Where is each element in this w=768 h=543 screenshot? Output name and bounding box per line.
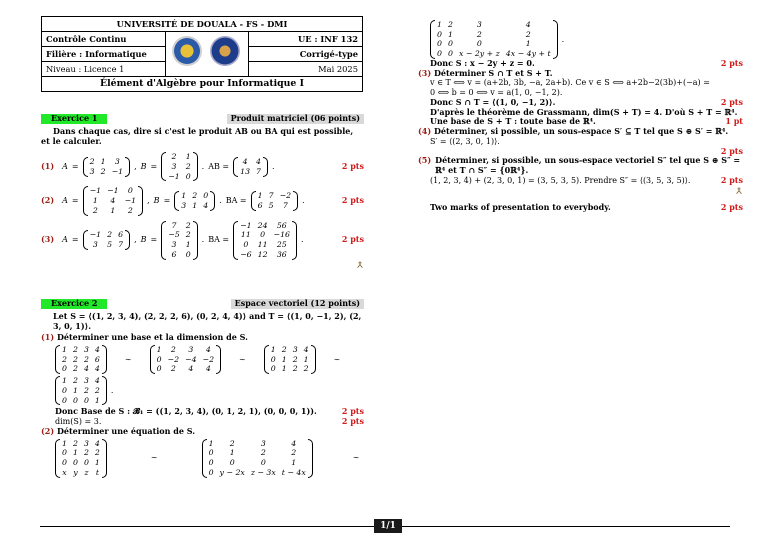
matrix-cell: 1 (229, 448, 235, 458)
matrix-cell: 1 (110, 205, 116, 215)
matrix-cell: 3 (89, 166, 95, 176)
matrix-cell: 1 (94, 458, 100, 468)
equation-answer: Donc S : x − 2y + z = 0. (430, 57, 535, 68)
matrix-cell: 2 (281, 345, 287, 354)
item-points: 2 pts (341, 195, 364, 206)
matrix-cell: 0 (185, 171, 191, 181)
matrix-cell: −1 (89, 230, 102, 240)
matrix-cell: 1 (447, 29, 453, 39)
page-number: 1/1 (374, 519, 402, 533)
matrix-cell: 1 (437, 20, 442, 29)
matrix-cell: 4 (94, 438, 100, 448)
matrix-cell: −2 (202, 354, 215, 364)
matrix-a (83, 186, 144, 215)
matrix-cell: 1 (291, 458, 297, 468)
matrix-cell: 2 (476, 29, 482, 39)
header-block (41, 16, 363, 92)
matrix-cell: 1 (62, 376, 67, 386)
matrix-cell: 1 (208, 438, 214, 448)
matrix-cell: 3 (476, 20, 482, 29)
matrix-cell: z − 3x (250, 467, 276, 477)
matrix-cell: 4 (525, 20, 531, 29)
matrix-cell: 0 (185, 249, 191, 259)
matrix-cell: 1 (270, 345, 276, 354)
product-label: BA = (225, 196, 247, 206)
matrix-cell: 1 (185, 152, 191, 162)
matrix-cell: 2 (192, 191, 198, 201)
matrix-cell: y (73, 467, 78, 477)
matrix-cell: 3 (83, 345, 89, 354)
row-reduction-1: 1 2 3 4 2 2 2 6 0 2 4 4 ∼ 1 2 3 4 0 −2 −4 −2 0 2 4 4 ∼ 1 2 3 4 0 1 2 1 0 1 2 2 ∼ (55, 345, 364, 374)
matrix-cell: 2 (72, 438, 78, 448)
exercise-2: Exercice 2 Espace vectoriel (12 points) Let S = ⟨(1, 2, 3, 4), (2, 2, 2, 6), (0, 2, 4, 4)⟩ and T = ⟨(1, 0, −1, 2), (2, 3, 0, 1)⟩. (1) Déterminer une base et la dimension de S. 1 2 3 4 2 2 2 6 0 2 4 4 ∼ 1 2 3 4 0 −2 −4 −2 0 2 4 4 ∼ 1 2 3 4 0 1 2 1 0 1 2 2 ∼ 1 2 3 4 0 1 2 2 0 0 0 1 . Donc Base de S : 𝓑₁ = ((1, 2, 3, 4), (0, 1, 2, 1), (0, 0, 0, 1)). 2 pts dim(S) = 3. 2 pts (2) Déterminer une équation de S. 1 2 3 4 0 1 2 2 0 0 0 1 x y z t ∼ 1 2 3 4 0 1 2 2 0 0 0 1 0 y − 2x z − 3x t − 4x ∼ (41, 298, 364, 477)
matrix-cell: 4 (205, 364, 211, 374)
logos-cell (166, 32, 249, 77)
matrix-cell: 4 (256, 157, 262, 167)
matrix-cell: 1 (281, 354, 287, 364)
exercise-2-intro: Let S = ⟨(1, 2, 3, 4), (2, 2, 2, 6), (0, 2, 4, 4)⟩ and T = ⟨(1, 0, −1, 2), (2, 3, 0, 1)⟩. (53, 310, 362, 331)
document-title: Élément d'Algèbre pour Informatique I (42, 77, 363, 92)
matrix-m6 (202, 439, 313, 478)
matrix-cell: 1 (525, 39, 531, 49)
matrix-cell: 11 (257, 240, 268, 250)
matrix-cell: 5 (268, 201, 274, 211)
exercise-1-items (41, 152, 364, 271)
matrix-cell: −2 (167, 354, 180, 364)
matrix-cell: 0 (437, 49, 442, 59)
row-reduction-2: 1 2 3 4 0 1 2 2 0 0 0 1 . (55, 376, 364, 405)
matrix-cell: 7 (118, 240, 124, 250)
item-number: (2) (41, 195, 55, 206)
matrix-cell: 0 (83, 395, 89, 405)
q3-line1: v ∈ T ⟺ v = (a+2b, 3b, −a, 2a+b). Ce v ∈ S ⟺ a+2b−2(3b)+(−a) = (430, 78, 710, 88)
matrix-cell: −1 (107, 186, 119, 196)
exercise-1-item: (2) A = −1 −1 0 1 4 −1 2 1 2 , B = 1 2 0 3 1 4 . BA = 1 7 −2 6 5 7 . 2 pts (41, 186, 364, 215)
matrix-cell: 0 (208, 467, 214, 477)
matrix-cell: 6 (94, 354, 100, 364)
matrix-cell: −1 (124, 196, 137, 206)
matrix-cell: 6 (171, 249, 177, 259)
matrix-cell: 0 (270, 354, 276, 364)
matrix-a (83, 230, 130, 249)
matrix-b (174, 191, 215, 210)
matrix-cell: 2 (170, 345, 176, 354)
matrix-cell: 2 (94, 385, 100, 395)
matrix-cell: 0 (260, 458, 266, 468)
matrix-cell: 2 (292, 364, 298, 374)
item-points: 2 pts (341, 160, 364, 171)
matrix-cell: 0 (447, 49, 453, 59)
equation-reduction-cont: 1 2 3 4 0 1 2 2 0 0 0 1 0 0 x − 2y + z 4x − 4y + t . (430, 20, 743, 59)
q3-line5: Une base de S + T : toute base de ℝ⁴. (430, 116, 596, 127)
matrix-cell: 2 (72, 345, 78, 354)
matrix-cell: 0 (203, 191, 209, 201)
matrix-cell: 0 (62, 364, 67, 374)
matrix-cell: 11 (240, 230, 251, 240)
q3-points-2: 1 pt (725, 116, 743, 127)
matrix-m3 (264, 345, 316, 374)
exercise-2-header (41, 299, 364, 309)
matrix-cell: y − 2x (219, 467, 245, 477)
matrix-cell: 4 (242, 157, 248, 167)
filiere: Filière : Informatique (42, 47, 166, 62)
matrix-a (83, 157, 130, 176)
matrix-cell: 0 (83, 458, 89, 468)
matrix-cell: 1 (185, 240, 191, 250)
matrix-cell: 5 (107, 240, 113, 250)
matrix-b (161, 221, 197, 260)
matrix-cell: 1 (94, 395, 100, 405)
matrix-cell: 1 (303, 354, 309, 364)
matrix-cell: 3 (92, 240, 98, 250)
matrix-cell: x (62, 467, 67, 477)
matrix-cell: 1 (92, 196, 98, 206)
matrix-cell: −16 (273, 230, 291, 240)
presentation-note: Two marks of presentation to everybody. (430, 202, 611, 213)
matrix-cell: 2 (127, 205, 133, 215)
matrix-cell: 0 (156, 354, 162, 364)
exercise-1-item: (1) A = 2 1 3 3 2 −1 , B = 2 1 3 2 −1 0 . AB = 4 4 13 7 . 2 pts (41, 152, 364, 181)
matrix-cell: 2 (525, 29, 531, 39)
question-4: Déterminer, si possible, un sous-espace S′ ⊆ T tel que S ⊕ S′ = ℝ⁴. (433, 126, 729, 137)
matrix-cell: 2 (447, 20, 453, 29)
matrix-cell: 0 (208, 448, 214, 458)
matrix-cell: 4 (203, 201, 209, 211)
item-number: (3) (41, 234, 55, 245)
item-points: 2 pts (341, 234, 364, 245)
matrix-cell: 0 (260, 230, 266, 240)
matrix-cell: 6 (257, 201, 263, 211)
exercise-1 (41, 104, 364, 271)
matrix-cell: 4 (303, 345, 309, 354)
matrix-cell: 3 (171, 161, 177, 171)
matrix-cell: 4 (110, 196, 116, 206)
matrix-cell: 3 (83, 376, 89, 386)
matrix-cell: 4 (205, 345, 211, 354)
equation-reduction: 1 2 3 4 0 1 2 2 0 0 0 1 x y z t ∼ 1 2 3 4 0 1 2 2 0 0 0 1 0 y − 2x z − 3x t − 4x ∼ (55, 439, 364, 478)
matrix-cell: 25 (276, 240, 287, 250)
dim-points: 2 pts (341, 416, 364, 427)
exercise-1-title: Produit matriciel (06 points) (227, 114, 364, 124)
matrix-cell: 2 (72, 354, 78, 364)
matrix-cell: 1 (281, 364, 287, 374)
matrix-cell: 4 (188, 364, 194, 374)
matrix-cell: 3 (181, 201, 187, 211)
matrix-cell: 2 (92, 205, 98, 215)
matrix-cell: 3 (292, 345, 298, 354)
q4-points: 2 pts (720, 145, 743, 156)
exercise-1-label: Exercice 1 (41, 114, 107, 124)
matrix-cell: 1 (156, 345, 162, 354)
header-table (41, 16, 363, 92)
exercise-1-intro: Dans chaque cas, dire si c'est le produit AB ou BA qui est possible, et le calculer. (41, 125, 354, 146)
matrix-cell: 2 (83, 354, 89, 364)
matrix-m1 (55, 345, 107, 374)
exam-type: Contrôle Continu (42, 32, 166, 47)
matrix-cell: 2 (83, 385, 89, 395)
matrix-cell: 4 (83, 364, 89, 374)
matrix-product (233, 157, 268, 176)
matrix-cell: 2 (171, 152, 177, 162)
matrix-m5 (55, 439, 107, 478)
q3-line3: Donc S ∩ T = ⟨(1, 0, −1, 2)⟩. (430, 96, 556, 107)
matrix-cell: 2 (94, 448, 100, 458)
matrix-cell: 2 (260, 448, 266, 458)
exercise-2-label: Exercice 2 (41, 299, 107, 309)
item-number: (1) (41, 160, 55, 171)
matrix-cell: 0 (243, 240, 249, 250)
matrix-cell: 3 (188, 345, 194, 354)
pen-icon-wrap (418, 186, 743, 198)
level: Niveau : Licence 1 (42, 62, 166, 77)
matrix-m4 (55, 376, 107, 405)
matrix-cell: 3 (114, 157, 120, 167)
matrix-b (161, 152, 197, 181)
matrix-cell: −5 (168, 230, 180, 240)
matrix-cell: −6 (240, 249, 252, 259)
matrix-cell: 1 (100, 157, 106, 167)
matrix-cell: t − 4x (281, 467, 306, 477)
matrix-cell: 56 (276, 220, 287, 230)
exercise-1-header (41, 114, 364, 124)
matrix-cell: −1 (89, 186, 102, 196)
matrix-cell: 4 (291, 438, 297, 448)
matrix-cell: 1 (257, 191, 263, 201)
matrix-cell: −4 (185, 354, 197, 364)
question-2: Déterminer une équation de S. (56, 425, 195, 436)
matrix-cell: 2 (229, 438, 235, 448)
matrix-cell: 0 (476, 39, 482, 49)
q5-points: 2 pts (720, 174, 743, 185)
matrix-cell: 7 (268, 191, 274, 201)
matrix-cell: 0 (447, 39, 453, 49)
matrix-cell: 0 (72, 458, 78, 468)
matrix-product (251, 191, 298, 210)
exam-date: Mai 2025 (249, 62, 363, 77)
matrix-cell: x − 2y + z (458, 49, 500, 59)
product-label: BA = (208, 235, 230, 245)
matrix-cell: 0 (72, 395, 78, 405)
matrix-cell: 1 (72, 448, 78, 458)
matrix-cell: −1 (168, 171, 180, 181)
matrix-cell: 1 (62, 345, 67, 354)
matrix-cell: 0 (62, 385, 67, 395)
pen-icon (356, 260, 364, 269)
matrix-cell: 0 (62, 448, 67, 458)
matrix-cell: 1 (72, 385, 78, 395)
matrix-cell: 2 (185, 161, 191, 171)
matrix-cell: 2 (72, 364, 78, 374)
q3-line4: D'après le théorème de Grassmann, dim(S + T) = 4. D'où S + T = ℝ⁴. (430, 106, 738, 117)
question-1: Déterminer une base et la dimension de S. (56, 332, 248, 343)
matrix-cell: 0 (208, 458, 214, 468)
matrix-cell: 2 (291, 448, 297, 458)
pen-icon (735, 186, 743, 195)
right-column: 1 2 3 4 0 1 2 2 0 0 0 1 0 0 x − 2y + z 4x − 4y + t . Donc S : x − 2y + z = 0. 2 pts (3) Déterminer S ∩ T et S + T. v ∈ T ⟺ v = (a+2b, 3b, −a, 2a+b). Ce v ∈ S ⟺ a+2b−2(3b)+(−a) = 0 ⟺ b = 0 ⟺ v = a(1, 0, −1, 2). Donc S ∩ T = ⟨(1, 0, −1, 2)⟩. 2 pts D'après le théorème de Grassmann, dim(S + T) = 4. D'où S + T = ℝ⁴. Une base de S + T : toute base de ℝ⁴. 1 pt (4) Déterminer, si possible, un sous-espace S′ ⊆ T tel que S ⊕ S′ = ℝ⁴. S′ = ⟨(2, 3, 0, 1)⟩. 2 pts (5) Déterminer, si possible, un sous-espace vectoriel S″ tel que S ⊕ S″ = ℝ⁴ et T ∩ S″ = {0ℝ⁴}. (1, 2, 3, 4) + (2, 3, 0, 1) = (3, 5, 3, 5). Prendre S″ = ⟨(3, 5, 3, 5)⟩. 2 pts Two marks of presentation to everybody. 2 pts (418, 20, 743, 213)
question-3: Déterminer S ∩ T et S + T. (433, 67, 553, 78)
base-points: 2 pts (341, 406, 364, 417)
matrix-cell: 2 (89, 157, 95, 167)
university-name: UNIVERSITÉ DE DOUALA - FS - DMI (42, 17, 363, 32)
matrix-cell: 36 (276, 249, 287, 259)
q5-answer: (1, 2, 3, 4) + (2, 3, 0, 1) = (3, 5, 3, 5). Prendre S″ = ⟨(3, 5, 3, 5)⟩. (430, 175, 691, 185)
matrix-cell: 7 (256, 166, 262, 176)
matrix-cell: 2 (303, 364, 309, 374)
matrix-cell: 2 (185, 230, 191, 240)
matrix-cell: 3 (260, 438, 266, 448)
equation-points: 2 pts (720, 57, 743, 68)
matrix-cell: 0 (437, 29, 442, 39)
matrix-cell: 1 (181, 191, 187, 201)
matrix-cell: 7 (171, 220, 177, 230)
q4-answer: S′ = ⟨(2, 3, 0, 1)⟩. (430, 136, 500, 146)
matrix-cell: 2 (83, 448, 89, 458)
matrix-cell: 4x − 4y + t (505, 49, 551, 59)
matrix-cell: 0 (156, 364, 162, 374)
matrix-cell: 7 (282, 201, 288, 211)
matrix-cell: 2 (292, 354, 298, 364)
university-logo (172, 36, 202, 66)
matrix-cell: 0 (229, 458, 235, 468)
matrix-m7 (430, 20, 558, 59)
course-code: UE : INF 132 (249, 32, 363, 47)
matrix-cell: 13 (240, 166, 251, 176)
matrix-cell: −1 (111, 166, 124, 176)
matrix-cell: 0 (62, 458, 67, 468)
matrix-cell: 3 (171, 240, 177, 250)
matrix-cell: 1 (62, 438, 67, 448)
matrix-cell: 6 (118, 230, 124, 240)
presentation-points: 2 pts (720, 202, 743, 213)
matrix-cell: 0 (127, 186, 133, 196)
question-5: Déterminer, si possible, un sous-espace vectoriel S″ tel que S ⊕ S″ = ℝ⁴ et T ∩ S″ = {0ℝ⁴}. (435, 155, 741, 176)
matrix-cell: t (95, 467, 99, 477)
matrix-cell: 2 (72, 376, 78, 386)
exercise-1-item: (3) A = −1 2 6 3 5 7 , B = 7 2 −5 2 3 1 6 0 . BA = −1 24 56 11 0 −16 0 11 25 −6 12 36 . 2 pts (41, 220, 364, 259)
matrix-cell: 0 (437, 39, 442, 49)
matrix-product (233, 221, 297, 260)
matrix-cell: 4 (94, 345, 100, 354)
faculty-logo (210, 36, 240, 66)
matrix-cell: 0 (62, 395, 67, 405)
matrix-cell: 24 (257, 220, 268, 230)
q3-line2: 0 ⟺ b = 0 ⟺ v = a(1, 0, −1, 2). (430, 88, 563, 98)
matrix-cell: −1 (240, 220, 252, 230)
doc-type: Corrigé-type (249, 47, 363, 62)
matrix-cell: −2 (279, 191, 292, 201)
matrix-cell: 3 (83, 438, 89, 448)
matrix-cell: 12 (257, 249, 268, 259)
matrix-cell: 4 (94, 376, 100, 386)
matrix-cell: z (84, 467, 89, 477)
product-label: AB = (208, 161, 230, 171)
exercise-2-title: Espace vectoriel (12 points) (231, 299, 364, 309)
matrix-cell: 0 (270, 364, 276, 374)
matrix-cell: 2 (62, 354, 67, 364)
q3-points-1: 2 pts (720, 96, 743, 107)
base-answer: Donc Base de S : 𝓑₁ = ((1, 2, 3, 4), (0, 1, 2, 1), (0, 0, 0, 1)). (55, 406, 317, 417)
matrix-cell: 4 (94, 364, 100, 374)
matrix-cell: 2 (100, 166, 106, 176)
matrix-cell: 2 (170, 364, 176, 374)
matrix-cell: 2 (185, 220, 191, 230)
matrix-cell: 1 (192, 201, 198, 211)
matrix-m2 (150, 345, 221, 374)
matrix-cell: 2 (107, 230, 113, 240)
dim-answer: dim(S) = 3. (55, 417, 102, 427)
